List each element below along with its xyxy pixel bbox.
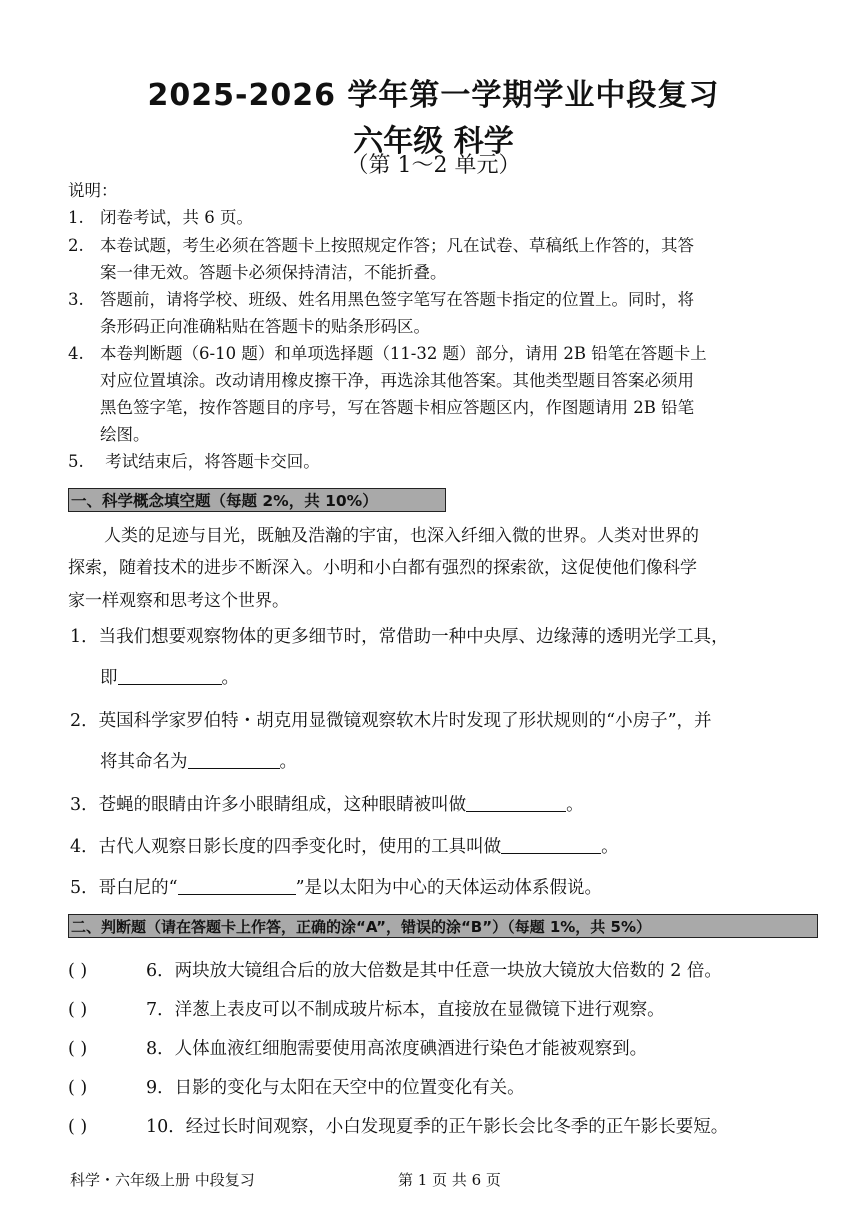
footer-course: 科学・六年级上册 中段复习 <box>70 1171 255 1189</box>
answer-parentheses[interactable]: ( ) <box>68 1117 88 1137</box>
section-intro-line: 探索，随着技术的进步不断深入。小明和小白都有强烈的探索欲，这促使他们像科学 <box>68 558 697 578</box>
instruction-line: 案一律无效。答题卡必须保持清洁，不能折叠。 <box>100 263 447 282</box>
instruction-item: 1. 闭卷考试，共 6 页。 <box>68 208 253 227</box>
true-false-item: ( ) 8．人体血液红细胞需要使用高浓度碘酒进行染色才能被观察到。 <box>68 1039 648 1059</box>
exam-subtitle: 六年级 科学 <box>353 124 514 159</box>
question-5: 5．哥白尼的“ ”是以太阳为中心的天体运动体系假说。 <box>70 878 603 898</box>
question-2-answer-line: 将其命名为 。 <box>100 752 297 772</box>
answer-blank[interactable] <box>501 835 601 854</box>
instruction-item: 5. 考试结束后，将答题卡交回。 <box>68 452 320 471</box>
answer-parentheses[interactable]: ( ) <box>68 961 88 981</box>
answer-parentheses[interactable]: ( ) <box>68 1078 88 1098</box>
instruction-item: 2. 本卷试题，考生必须在答题卡上按照规定作答；凡在试卷、草稿纸上作答的，其答 <box>68 236 694 255</box>
section-true-false-heading: 二、判断题（请在答题卡上作答，正确的涂“A”，错误的涂“B”）（每题 1%，共 5%） <box>68 914 818 938</box>
section-intro-line: 人类的足迹与目光，既触及浩瀚的宇宙，也深入纤细入微的世界。人类对世界的 <box>104 526 699 546</box>
instruction-line: 黑色签字笔，按作答题目的序号，写在答题卡相应答题区内，作图题请用 2B 铅笔 <box>100 398 695 417</box>
answer-blank[interactable] <box>118 666 222 685</box>
answer-parentheses[interactable]: ( ) <box>68 1000 88 1020</box>
instruction-line: 绘图。 <box>100 425 150 444</box>
exam-scope: （第 1～2 单元） <box>346 153 521 178</box>
true-false-item: ( ) 6．两块放大镜组合后的放大倍数是其中任意一块放大镜放大倍数的 2 倍。 <box>68 961 722 981</box>
answer-blank[interactable] <box>466 793 566 812</box>
exam-title: 2025-2026 学年第一学期学业中段复习 <box>147 78 720 113</box>
instruction-line: 条形码正向准确粘贴在答题卡的贴条形码区。 <box>100 317 430 336</box>
footer-page-number: 第 1 页 共 6 页 <box>398 1171 501 1189</box>
section-intro-line: 家一样观察和思考这个世界。 <box>68 591 289 611</box>
true-false-item: ( ) 10．经过长时间观察，小白发现夏季的正午影长会比冬季的正午影长要短。 <box>68 1117 729 1137</box>
instruction-item: 4. 本卷判断题（6-10 题）和单项选择题（11-32 题）部分，请用 2B 铅笔在答题卡上 <box>68 344 707 363</box>
question-3: 3．苍蝇的眼睛由许多小眼睛组成，这种眼睛被叫做 。 <box>70 795 584 815</box>
true-false-item: ( ) 7．洋葱上表皮可以不制成玻片标本，直接放在显微镜下进行观察。 <box>68 1000 665 1020</box>
question-1: 1．当我们想要观察物体的更多细节时，常借助一种中央厚、边缘薄的透明光学工具， <box>70 627 729 647</box>
true-false-item: ( ) 9．日影的变化与太阳在天空中的位置变化有关。 <box>68 1078 525 1098</box>
question-1-answer-line: 即 。 <box>100 668 239 688</box>
instructions-heading: 说明： <box>68 181 118 200</box>
answer-parentheses[interactable]: ( ) <box>68 1039 88 1059</box>
answer-blank[interactable] <box>188 750 280 769</box>
instruction-item: 3. 答题前，请将学校、班级、姓名用黑色签字笔写在答题卡指定的位置上。同时，将 <box>68 290 694 309</box>
question-4: 4．古代人观察日影长度的四季变化时，使用的工具叫做 。 <box>70 837 619 857</box>
question-2: 2．英国科学家罗伯特・胡克用显微镜观察软木片时发现了形状规则的“小房子”，并 <box>70 711 712 731</box>
answer-blank[interactable] <box>178 876 296 895</box>
section-fill-in-heading: 一、科学概念填空题（每题 2%，共 10%） <box>68 488 446 512</box>
instruction-line: 对应位置填涂。改动请用橡皮擦干净，再选涂其他答案。其他类型题目答案必须用 <box>100 371 694 390</box>
